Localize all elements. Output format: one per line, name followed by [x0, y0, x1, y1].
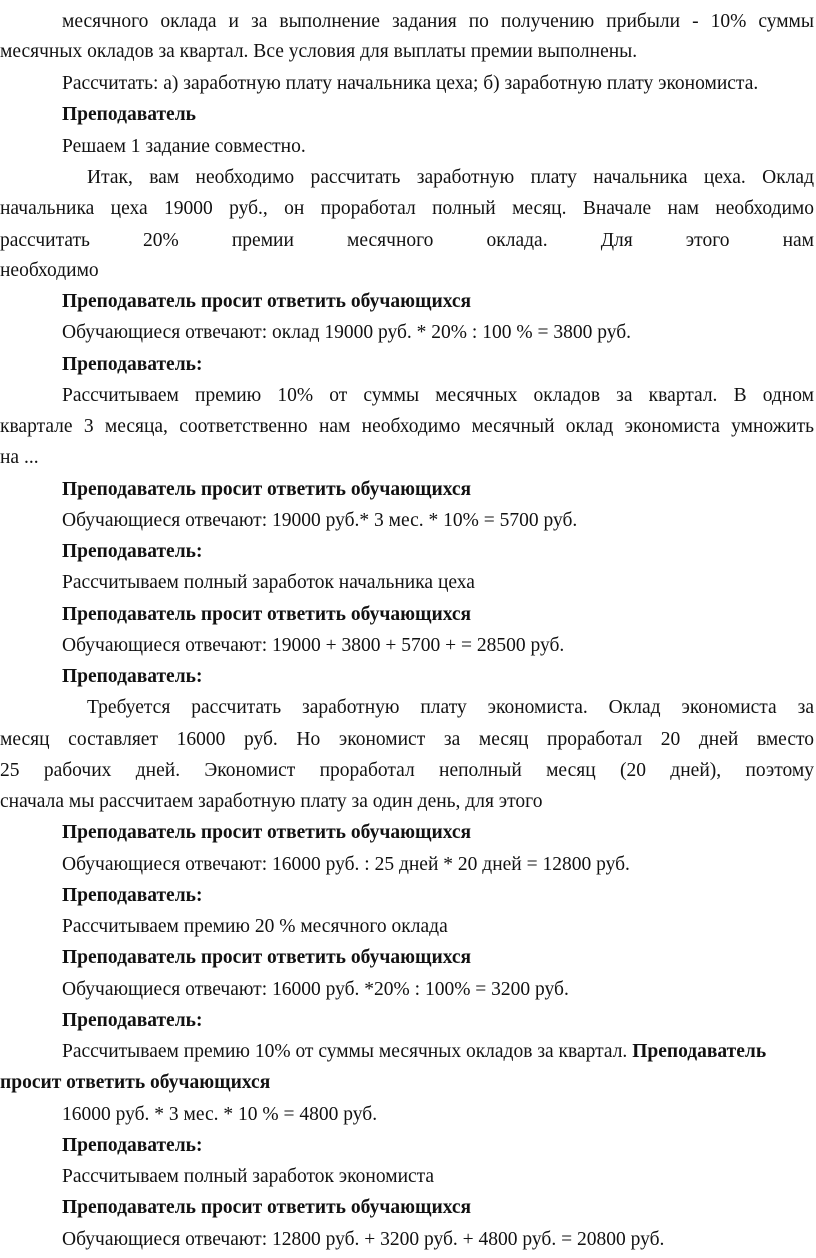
text-line: необходимо: [0, 260, 99, 281]
speaker-heading: Преподаватель: [632, 1041, 767, 1062]
speaker-heading: Преподаватель просит ответить обучающихся: [62, 604, 472, 625]
text-line: месячного оклада и за выполнение задания по получению прибыли - 10% суммы: [62, 11, 814, 32]
text-line: Рассчитываем премию 10% от суммы месячных окладов за квартал. В одном: [62, 385, 814, 406]
text-line: квартале 3 месяца, соответственно нам необходимо месячный оклад экономиста умножить: [0, 416, 814, 437]
speaker-heading: Преподаватель просит ответить обучающихся: [62, 479, 472, 500]
speaker-heading: Преподаватель:: [62, 354, 203, 375]
speaker-heading: Преподаватель:: [62, 885, 203, 906]
student-answer: Обучающиеся отвечают: 12800 руб. + 3200 руб. + 4800 руб. = 20800 руб.: [62, 1229, 665, 1250]
text-line: Рассчитываем полный заработок экономиста: [62, 1166, 435, 1187]
student-answer: Обучающиеся отвечают: 16000 руб. *20% : 100% = 3200 руб.: [62, 979, 569, 1000]
student-answer: Обучающиеся отвечают: 19000 руб.* 3 мес. * 10% = 5700 руб.: [62, 510, 578, 531]
student-answer: 16000 руб. * 3 мес. * 10 % = 4800 руб.: [62, 1104, 378, 1125]
student-answer: Обучающиеся отвечают: 19000 + 3800 + 5700 + = 28500 руб.: [62, 635, 565, 656]
speaker-heading: просит ответить обучающихся: [0, 1072, 271, 1093]
text-line: Итак, вам необходимо рассчитать заработную плату начальника цеха. Оклад: [87, 167, 814, 188]
text-run: Рассчитываем премию 10% от суммы месячных окладов за квартал.: [62, 1041, 633, 1062]
speaker-heading: Преподаватель:: [62, 541, 203, 562]
speaker-heading: Преподаватель: [62, 104, 196, 125]
text-line: на ...: [0, 447, 39, 468]
text-line: Рассчитать: а) заработную плату начальника цеха; б) заработную плату экономиста.: [62, 73, 759, 94]
speaker-heading: Преподаватель просит ответить обучающихся: [62, 1197, 472, 1218]
text-line: начальника цеха 19000 руб., он проработал полный месяц. Вначале нам необходимо: [0, 198, 814, 219]
speaker-heading: Преподаватель просит ответить обучающихся: [62, 291, 472, 312]
student-answer: Обучающиеся отвечают: оклад 19000 руб. * 20% : 100 % = 3800 руб.: [62, 322, 631, 343]
text-line: Требуется рассчитать заработную плату экономиста. Оклад экономиста за: [87, 697, 814, 718]
text-line: месяц составляет 16000 руб. Но экономист за месяц проработал 20 дней вместо: [0, 729, 814, 750]
text-line: Рассчитываем премию 20 % месячного оклада: [62, 916, 448, 937]
text-line: Рассчитываем полный заработок начальника цеха: [62, 572, 475, 593]
speaker-heading: Преподаватель просит ответить обучающихся: [62, 822, 472, 843]
speaker-heading: Преподаватель:: [62, 1010, 203, 1031]
text-line: месячных окладов за квартал. Все условия для выплаты премии выполнены.: [0, 41, 638, 62]
speaker-heading: Преподаватель:: [62, 1135, 203, 1156]
speaker-heading: Преподаватель:: [62, 666, 203, 687]
student-answer: Обучающиеся отвечают: 16000 руб. : 25 дней * 20 дней = 12800 руб.: [62, 854, 630, 875]
text-line: [0, 1040, 816, 1064]
text-line: 25 рабочих дней. Экономист проработал неполный месяц (20 дней), поэтому: [0, 760, 814, 781]
text-line: рассчитать 20% премии месячного оклада. Для этого нам: [0, 230, 814, 251]
speaker-heading: Преподаватель просит ответить обучающихся: [62, 947, 472, 968]
text-line: сначала мы рассчитаем заработную плату за один день, для этого: [0, 791, 543, 812]
text-line: Решаем 1 задание совместно.: [62, 136, 306, 157]
